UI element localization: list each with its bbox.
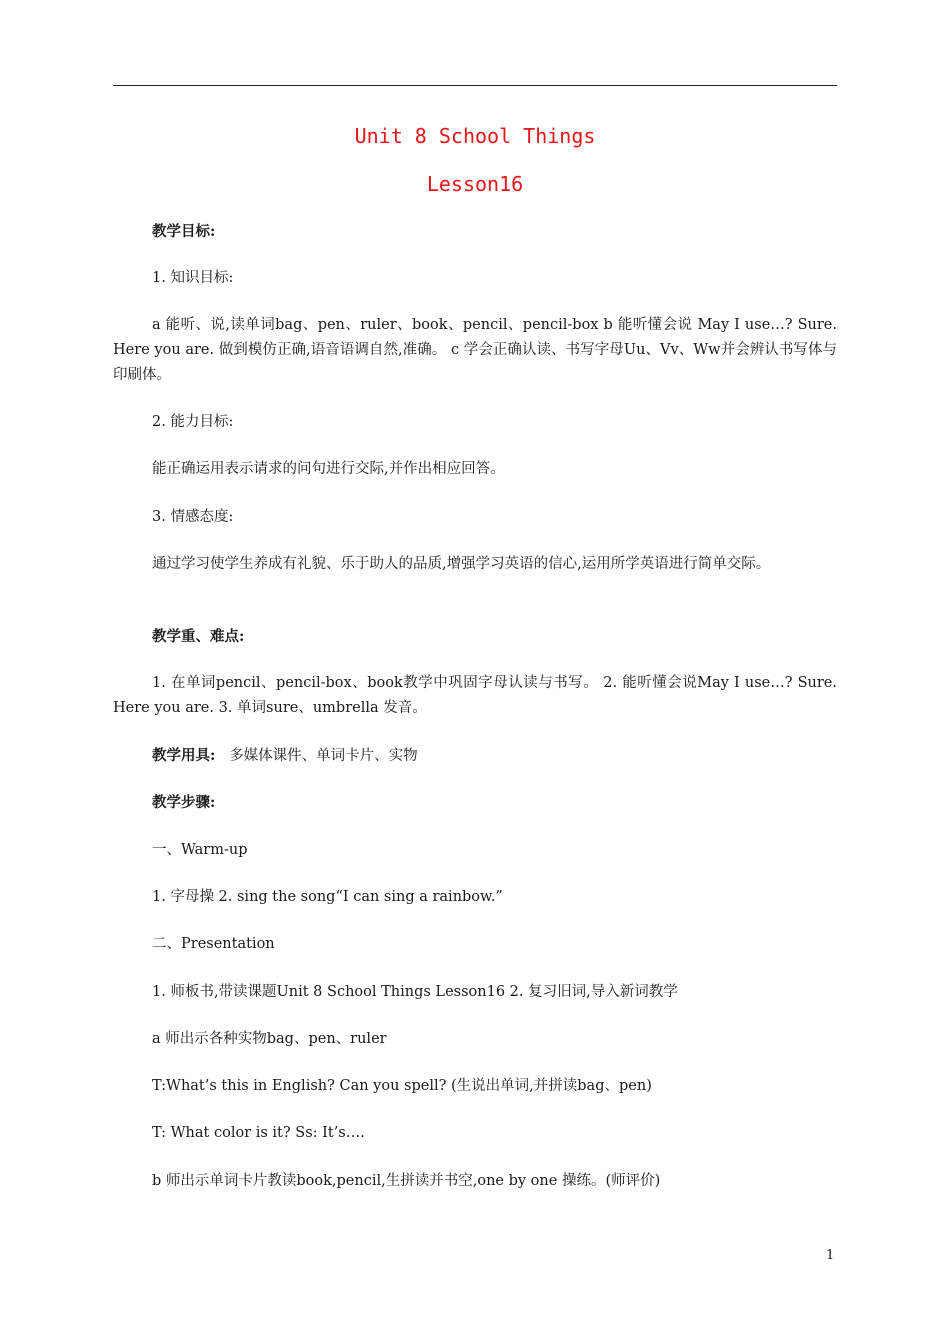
attitude-heading: 3. 情感态度: [152, 509, 234, 525]
attitude-text: 通过学习使学生养成有礼貌、乐于助人的品质,增强学习英语的信心,运用所学英语进行简单交际。 [152, 556, 771, 572]
presentation-line-1: 1. 师板书,带读课题Unit 8 School Things Lesson16 2. 复习旧词,导入新词教学 [152, 984, 678, 1000]
presentation-line-5: b 师出示单词卡片教读book,pencil,生拼读并书空,one by one 操练。(师评价) [152, 1173, 661, 1189]
ability-text: 能正确运用表示请求的问句进行交际,并作出相应回答。 [152, 461, 505, 477]
objectives-heading: 教学目标: [152, 223, 216, 240]
tools-heading: 教学用具: [152, 747, 216, 764]
warmup-text: 1. 字母操 2. sing the song“I can sing a rainbow.” [152, 889, 503, 905]
knowledge-text: a 能听、说,读单词bag、pen、ruler、book、pencil、pencil-box b 能听懂会说 May I use…? Sure. Here you are. 做到模仿正确,语音语调自然,准确。 c 学会正确认读、书写字母Uu、Vv、Ww并会辨认书写体与印刷体。 [113, 317, 837, 383]
header-rule [113, 85, 837, 86]
tools-text: 多媒体课件、单词卡片、实物 [229, 748, 418, 764]
presentation-line-3: T:What’s this in English? Can you spell? (生说出单词,并拼读bag、pen) [152, 1078, 652, 1094]
presentation-line-4: T: What color is it? Ss: It’s…. [152, 1125, 365, 1141]
knowledge-heading: 1. 知识目标: [152, 270, 234, 286]
warmup-heading: 一、Warm-up [152, 842, 248, 858]
document-subtitle: Lesson16 [426, 172, 524, 196]
steps-heading: 教学步骤: [152, 794, 216, 811]
key-points-text: 1. 在单词pencil、pencil-box、book教学中巩固字母认读与书写。 2. 能听懂会说May I use…? Sure. Here you are. 3. 单词sure、umbrella 发音。 [113, 675, 837, 716]
document-title: Unit 8 School Things [354, 124, 596, 148]
presentation-line-2: a 师出示各种实物bag、pen、ruler [152, 1031, 387, 1047]
tools-line [152, 743, 418, 769]
ability-heading: 2. 能力目标: [152, 414, 234, 430]
page-number: 1 [826, 1248, 835, 1263]
presentation-heading: 二、Presentation [152, 936, 275, 952]
key-points-heading: 教学重、难点: [152, 628, 245, 645]
